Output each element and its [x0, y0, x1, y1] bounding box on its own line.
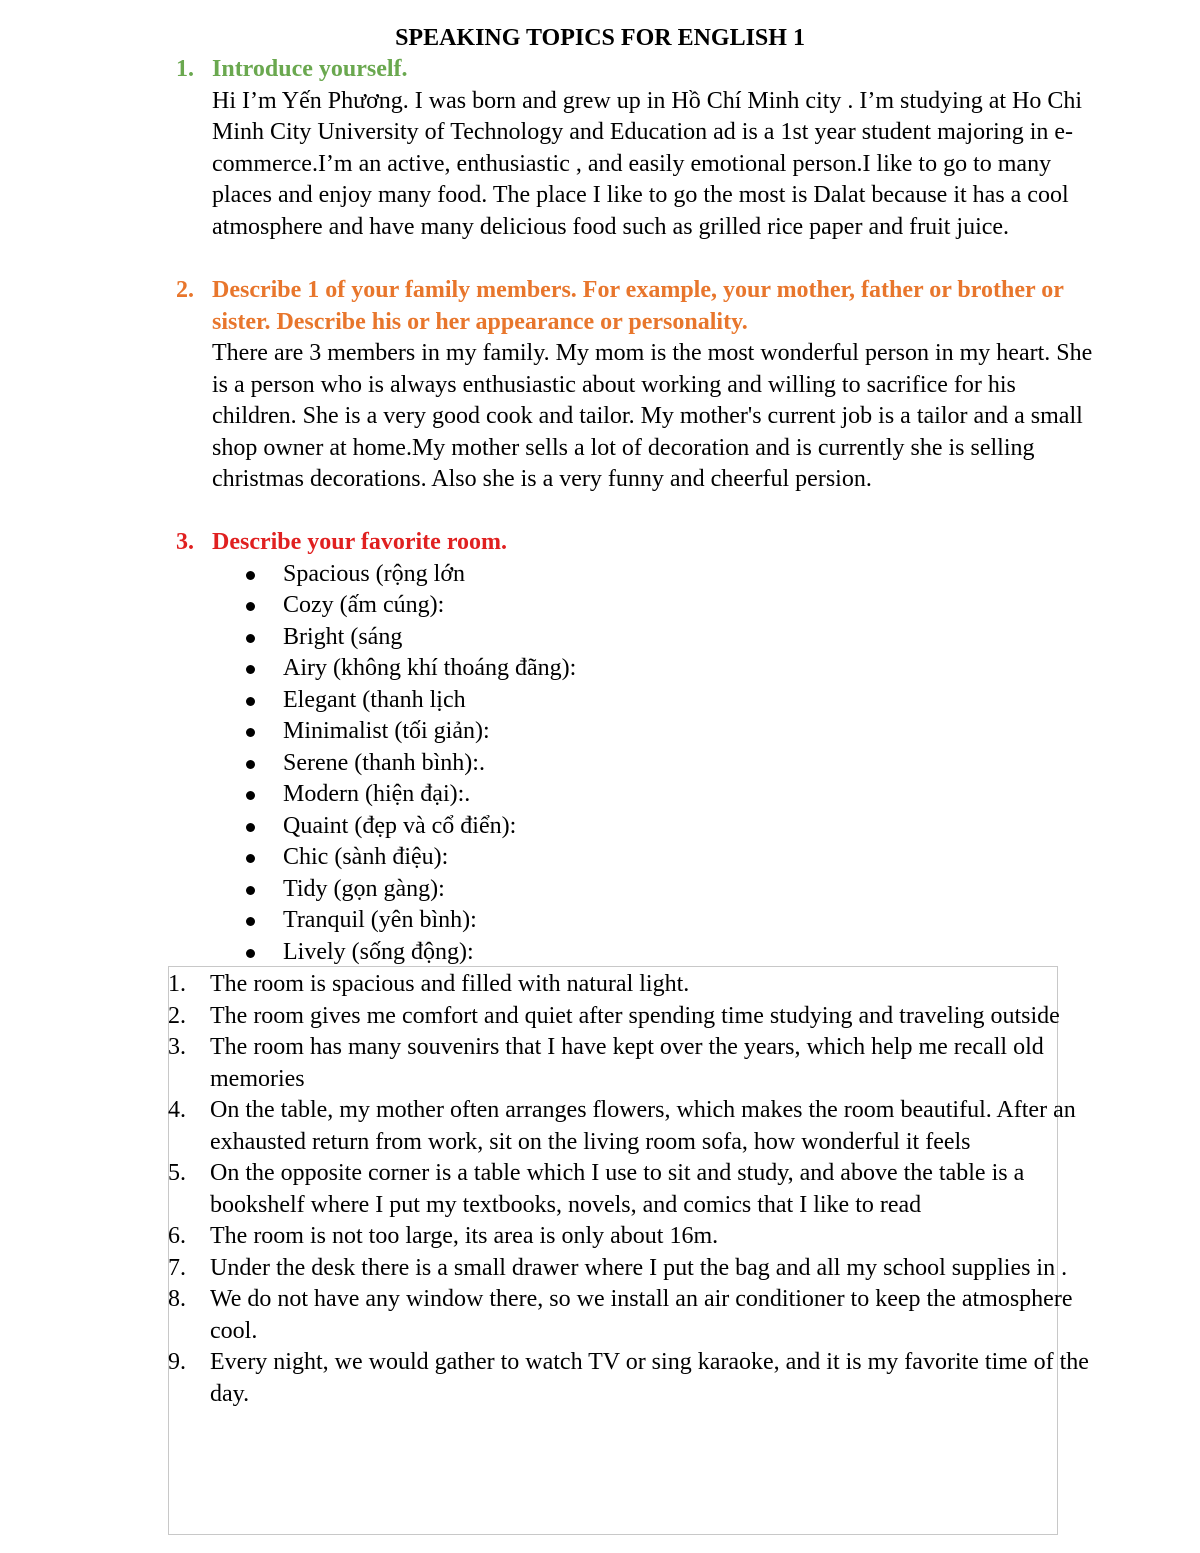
list-item-text: Bright (sáng: [283, 623, 403, 650]
list-item: [0, 779, 1100, 811]
bullet-icon: [246, 728, 255, 737]
list-item: [0, 748, 1100, 780]
section-heading-text: Describe 1 of your family members. For example, your mother, father or brother or sister. Describe his or her appearance or personality.: [212, 277, 1064, 335]
list-item: [0, 811, 1100, 843]
list-item-text: The room is not too large, its area is only about 16m.: [210, 1223, 719, 1249]
list-item: [0, 969, 1100, 1001]
list-item-text: On the opposite corner is a table which I use to sit and study, and above the table is a bookshelf where I put my textbooks, novels, and comics that I like to read: [210, 1160, 1025, 1218]
section-number: 2.: [176, 277, 194, 303]
section-body: There are 3 members in my family. My mom is the most wonderful person in my heart. She is a person who is always enthusiastic about working and willing to sacrifice for his children. She is a very good cook and tailor. My mother's current job is a tailor and a small shop owner at home.My mother sells a lot of decoration and is currently she is selling christmas decorations. Also she is a very funny and cheerful persion.: [212, 340, 1093, 492]
list-item-text: Spacious (rộng lớn: [283, 560, 466, 587]
section-number: 1.: [176, 56, 194, 82]
item-number: 7.: [168, 1254, 186, 1281]
section-heading: [0, 54, 1100, 86]
list-item-text: Every night, we would gather to watch TV or sing karaoke, and it is my favorite time of the day.: [210, 1349, 1089, 1407]
list-item-text: Serene (thanh bình):.: [283, 749, 485, 776]
item-number: 1.: [168, 971, 186, 997]
bullet-icon: [246, 791, 255, 800]
section-heading-text: Describe your favorite room.: [212, 529, 508, 555]
section-family-member: [0, 275, 1100, 496]
bullet-icon: [246, 697, 255, 706]
list-item: [0, 1347, 1100, 1410]
item-number: 2.: [168, 1002, 186, 1029]
list-item: [0, 559, 1100, 591]
section-body: Hi I’m Yến Phương. I was born and grew up in Hồ Chí Minh city . I’m studying at Ho Chi Minh City University of Technology and Education ad is a 1st year student majoring in e-commerce.I’m an active, enthusiastic , and easily emotional person.I like to go to many places and enjoy many food. The place I like to go the most is Dalat because it has a cool atmosphere and have many delicious food such as grilled rice paper and fruit juice.: [212, 87, 1083, 240]
list-item: [0, 842, 1100, 874]
bullet-icon: [246, 886, 255, 895]
list-item-text: Lively (sống động):: [283, 938, 474, 965]
item-number: 3.: [168, 1034, 186, 1060]
list-item-text: Minimalist (tối giản):: [283, 718, 490, 744]
list-item: [0, 1158, 1100, 1221]
bullet-icon: [246, 823, 255, 832]
list-item-text: The room is spacious and filled with natural light.: [210, 971, 690, 997]
list-item: [0, 685, 1100, 717]
bullet-icon: [246, 949, 255, 958]
item-number: 4.: [168, 1097, 186, 1123]
list-item: [0, 653, 1100, 685]
bullet-icon: [246, 854, 255, 863]
adjective-list: [0, 559, 1100, 969]
list-item-text: On the table, my mother often arranges flowers, which makes the room beautiful. After an exhausted return from work, sit on the living room sofa, how wonderful it feels: [210, 1097, 1076, 1155]
list-item: [0, 905, 1100, 937]
list-item: [0, 1032, 1100, 1095]
list-item: [0, 590, 1100, 622]
list-item-text: Tidy (gọn gàng):: [283, 875, 445, 902]
section-number: 3.: [176, 529, 194, 555]
section-introduce-yourself: [0, 54, 1100, 243]
bullet-icon: [246, 665, 255, 674]
list-item: [0, 716, 1100, 748]
bullet-icon: [246, 602, 255, 611]
list-item: [0, 874, 1100, 906]
item-number: 5.: [168, 1160, 186, 1186]
bullet-icon: [246, 571, 255, 580]
section-favorite-room: [0, 527, 1100, 968]
list-item-text: Modern (hiện đại):.: [283, 781, 471, 807]
list-item-text: Airy (không khí thoáng đãng):: [283, 655, 577, 681]
list-item-text: Tranquil (yên bình):: [283, 907, 477, 933]
list-item-text: The room gives me comfort and quiet after spending time studying and traveling outside: [210, 1002, 1060, 1029]
list-item: [0, 1221, 1100, 1253]
list-item: [0, 937, 1100, 969]
item-number: 9.: [168, 1349, 186, 1375]
bullet-icon: [246, 634, 255, 643]
list-item-text: Quaint (đẹp và cổ điển):: [283, 812, 517, 839]
item-number: 8.: [168, 1286, 186, 1312]
bullet-icon: [246, 917, 255, 926]
section-heading: [0, 275, 1100, 338]
list-item-text: Under the desk there is a small drawer where I put the bag and all my school supplies in .: [210, 1254, 1068, 1281]
room-description-list: [0, 969, 1100, 1410]
list-item: [0, 1284, 1100, 1347]
list-item: [0, 1253, 1100, 1285]
list-item-text: We do not have any window there, so we install an air conditioner to keep the atmosphere cool.: [210, 1286, 1073, 1344]
list-item-text: Cozy (ấm cúng):: [283, 592, 445, 618]
list-item-text: Elegant (thanh lịch: [283, 686, 466, 713]
item-number: 6.: [168, 1223, 186, 1249]
list-item-text: The room has many souvenirs that I have kept over the years, which help me recall old memories: [210, 1034, 1044, 1092]
list-item: [0, 1001, 1100, 1033]
list-item-text: Chic (sành điệu):: [283, 844, 449, 870]
page-title: SPEAKING TOPICS FOR ENGLISH 1: [395, 25, 805, 51]
section-heading: [0, 527, 1100, 559]
section-heading-text: Introduce yourself.: [212, 56, 408, 82]
list-item: [0, 622, 1100, 654]
list-item: [0, 1095, 1100, 1158]
bullet-icon: [246, 760, 255, 769]
